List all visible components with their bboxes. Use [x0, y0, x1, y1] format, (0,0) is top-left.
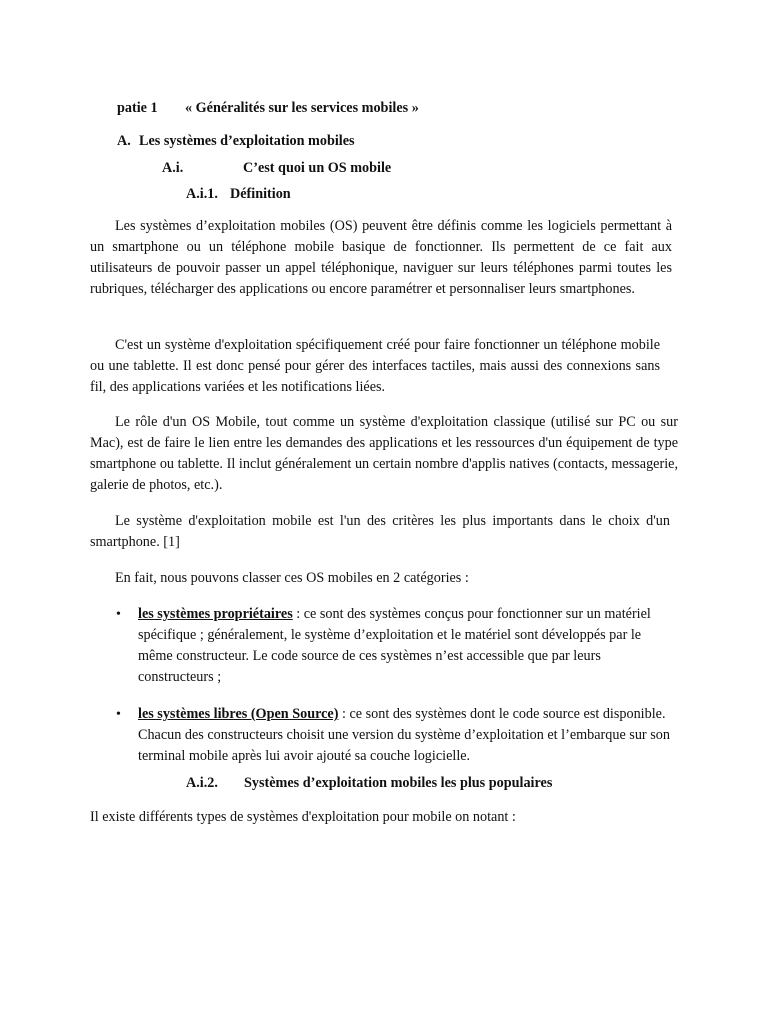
- closing-line: Il existe différents types de systèmes d'exploitation pour mobile on notant :: [90, 809, 516, 825]
- paragraph-categories-text: En fait, nous pouvons classer ces OS mobiles en 2 catégories :: [115, 570, 469, 586]
- paragraph-os-criteria: [90, 511, 670, 553]
- bullet-marker-proprietary: •: [116, 607, 121, 622]
- section-ai-number: A.i.: [162, 160, 184, 176]
- bullet-item-proprietary: [138, 604, 674, 688]
- paragraph-os-role: [90, 412, 678, 496]
- bullet-marker-open-source: •: [116, 707, 121, 722]
- section-a-number: A.: [117, 133, 131, 149]
- bullet-term-proprietary: les systèmes propriétaires: [138, 606, 293, 622]
- bullet-text-open-source: : ce sont des systèmes dont le code source est disponible. Chacun des constructeurs choisit une version du système d’exploitation et l’embarque sur son terminal mobile après lui avoir ajouté sa couche logicielle.: [138, 706, 670, 764]
- paragraph-definition-text: Les systèmes d’exploitation mobiles (OS) peuvent être définis comme les logiciels permettant à un smartphone ou un téléphone mobile basique de fonctionner. Ils permettent de ce fait aux utilisateurs de pouvoir passer un appel téléphonique, naviguer sur leurs téléphones parmi toutes les rubriques, télécharger des applications ou encore paramétrer et personnaliser leurs smartphones.: [90, 218, 672, 297]
- section-ai-title: C’est quoi un OS mobile: [243, 160, 392, 176]
- section-a-title: Les systèmes d’exploitation mobiles: [139, 133, 355, 149]
- part-label: patie 1: [117, 100, 158, 116]
- bullet-text-proprietary: : ce sont des systèmes conçus pour fonctionner sur un matériel spécifique ; généralement, le système d’exploitation et le matériel sont développés par le même constructeur. Le code source de ces systèmes n’est accessible que par leurs constructeurs ;: [138, 606, 651, 685]
- section-ai1-title: Définition: [230, 186, 291, 202]
- paragraph-os-created-text: C'est un système d'exploitation spécifiquement créé pour faire fonctionner un téléphone mobile ou une tablette. Il est donc pensé pour gérer des interfaces tactiles, mais aussi des connexions sans fil, des applications variées et les notifications liées.: [90, 337, 660, 395]
- section-ai1-number: A.i.1.: [186, 186, 218, 202]
- section-ai2-number: A.i.2.: [186, 775, 218, 791]
- paragraph-definition: [90, 216, 672, 300]
- paragraph-categories: [90, 568, 670, 589]
- paragraph-os-criteria-text: Le système d'exploitation mobile est l'un des critères les plus importants dans le choix d'un smartphone. [1]: [90, 513, 670, 550]
- part-title: « Généralités sur les services mobiles »: [185, 100, 419, 116]
- bullet-item-open-source: [138, 704, 674, 767]
- paragraph-os-created: [90, 335, 660, 398]
- paragraph-os-role-text: Le rôle d'un OS Mobile, tout comme un système d'exploitation classique (utilisé sur PC ou sur Mac), est de faire le lien entre les demandes des applications et les ressources d'un équipement de type smartphone ou tablette. Il inclut généralement un certain nombre d'applis natives (contacts, messagerie, galerie de photos, etc.).: [90, 414, 678, 493]
- bullet-term-open-source: les systèmes libres (Open Source): [138, 706, 339, 722]
- section-ai2-title: Systèmes d’exploitation mobiles les plus populaires: [244, 775, 553, 791]
